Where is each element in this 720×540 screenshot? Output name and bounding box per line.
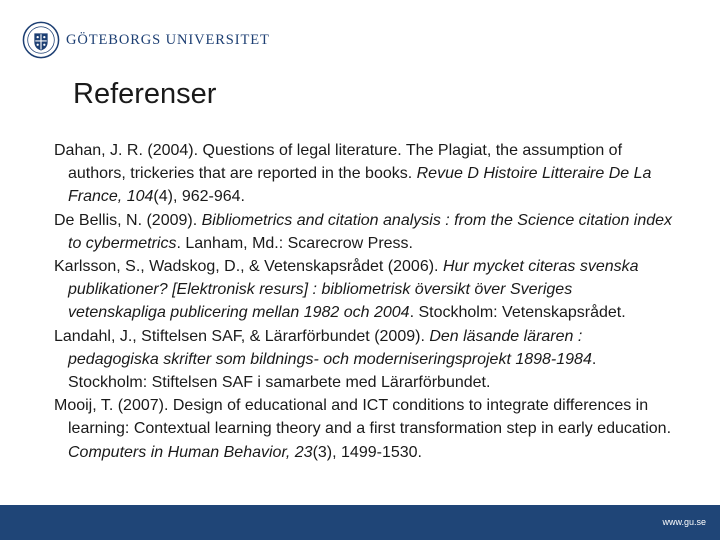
university-seal-icon	[22, 21, 60, 59]
reference-text: . Stockholm: Stiftelsen SAF i samarbete med Lärarförbundet.	[68, 350, 597, 392]
university-name: GÖTEBORGS UNIVERSITET	[66, 31, 270, 48]
reference-item	[54, 209, 674, 255]
reference-text: (4), 962-964.	[153, 188, 245, 206]
footer-bar	[0, 505, 720, 540]
reference-item	[54, 255, 674, 325]
footer-url: www.gu.se	[662, 517, 706, 527]
reference-italic-text: Hur mycket citeras svenska publikationer? [Elektronisk resurs] : bibliometrisk översikt över Sveriges vetenskapliga publicering mellan 1982 och 2004	[68, 258, 639, 322]
reference-text: . Stockholm: Vetenskapsrådet.	[409, 304, 626, 322]
reference-item	[54, 325, 674, 395]
university-logo	[22, 20, 270, 60]
page-title: Referenser	[73, 78, 217, 110]
reference-item	[54, 139, 674, 209]
reference-text: Landahl, J., Stiftelsen SAF, & Lärarförbundet (2009).	[54, 327, 430, 345]
reference-text: Karlsson, S., Wadskog, D., & Vetenskapsrådet (2006).	[54, 258, 443, 276]
reference-item	[54, 394, 674, 464]
reference-list	[54, 139, 674, 464]
reference-text: (3), 1499-1530.	[312, 443, 422, 461]
reference-text: Mooij, T. (2007). Design of educational and ICT conditions to integrate differences in learning: Contextual learning theory and a first transformation step in early education.	[54, 397, 672, 438]
reference-italic-text: Bibliometrics and citation analysis : from the Science citation index to cybermetrics	[68, 211, 673, 252]
reference-text: Dahan, J. R. (2004). Questions of legal literature. The Plagiat, the assumption of authors, trickeries that are reported in the books.	[54, 142, 623, 183]
reference-italic-text: Den läsande läraren : pedagogiska skrifter som bildnings- och moderniseringsprojekt 1898-1984	[68, 327, 592, 368]
reference-text: . Lanham, Md.: Scarecrow Press.	[176, 234, 413, 252]
reference-italic-text: Computers in Human Behavior, 23	[68, 443, 313, 461]
reference-italic-text: Revue D Histoire Litteraire De La France, 104	[68, 165, 652, 206]
reference-text: De Bellis, N. (2009).	[54, 211, 202, 229]
